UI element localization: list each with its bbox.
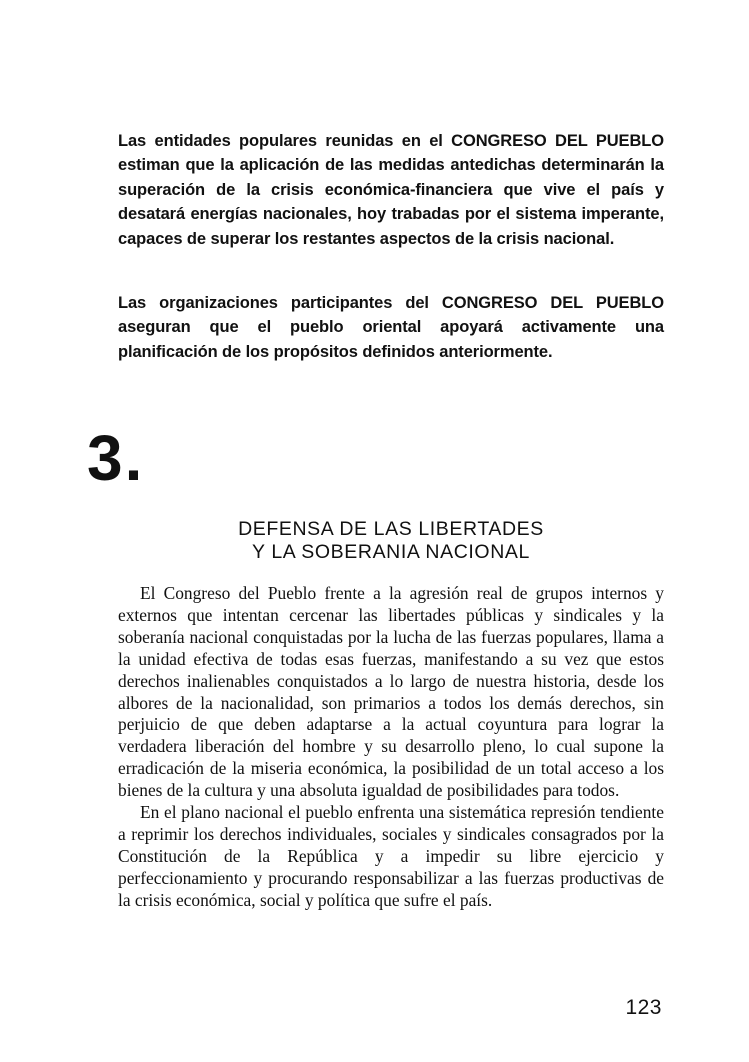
page-number: 123: [625, 996, 662, 1019]
intro-paragraph-2: Las organizaciones participantes del CONGRESO DEL PUEBLO aseguran que el pueblo oriental apoyará activamente una planificación de los propósitos definidos anteriormente.: [118, 294, 664, 361]
body-paragraph-1: El Congreso del Pueblo frente a la agresión real de grupos internos y externos que intentan cercenar las libertades públicas y sindicales y la soberanía nacional conquistadas por la lucha de las fuerzas populares, llama a la unidad efectiva de todas esas fuerzas, manifestando a su vez que estos derechos inalienables conquistados a lo largo de nuestra historia, desde los albores de la nacionalidad, son primarios a todos los demás derechos, sin perjuicio de que deben adaptarse a la actual coyuntura para lograr la verdadera liberación del hombre y su desarrollo pleno, lo cual supone la erradicación de la miseria económica, la posibilidad de un total acceso a los bienes de la cultura y una absoluta igualdad de posibilidades para todos.: [118, 583, 664, 801]
section-number: 3.: [87, 422, 145, 494]
section-body: [118, 583, 664, 912]
section-title-line-1: DEFENSA DE LAS LIBERTADES: [238, 518, 544, 540]
intro-paragraph-1: Las entidades populares reunidas en el CONGRESO DEL PUEBLO estiman que la aplicación de las medidas antedichas determinarán la superación de la crisis económica-financiera que vive el país y desatará energías nacionales, hoy trabadas por el sistema imperante, capaces de superar los restantes aspectos de la crisis nacional.: [118, 132, 664, 248]
section-title-line-2: Y LA SOBERANIA NACIONAL: [252, 541, 530, 563]
section-title: [118, 518, 664, 564]
body-paragraph-2: En el plano nacional el pueblo enfrenta una sistemática represión tendiente a reprimir los derechos individuales, sociales y sindicales consagrados por la Constitución de la República y a impedir su libre ejercicio y perfeccionamiento y procurando responsabilizar a las fuerzas productivas de la crisis económica, social y política que sufre el país.: [118, 802, 664, 910]
